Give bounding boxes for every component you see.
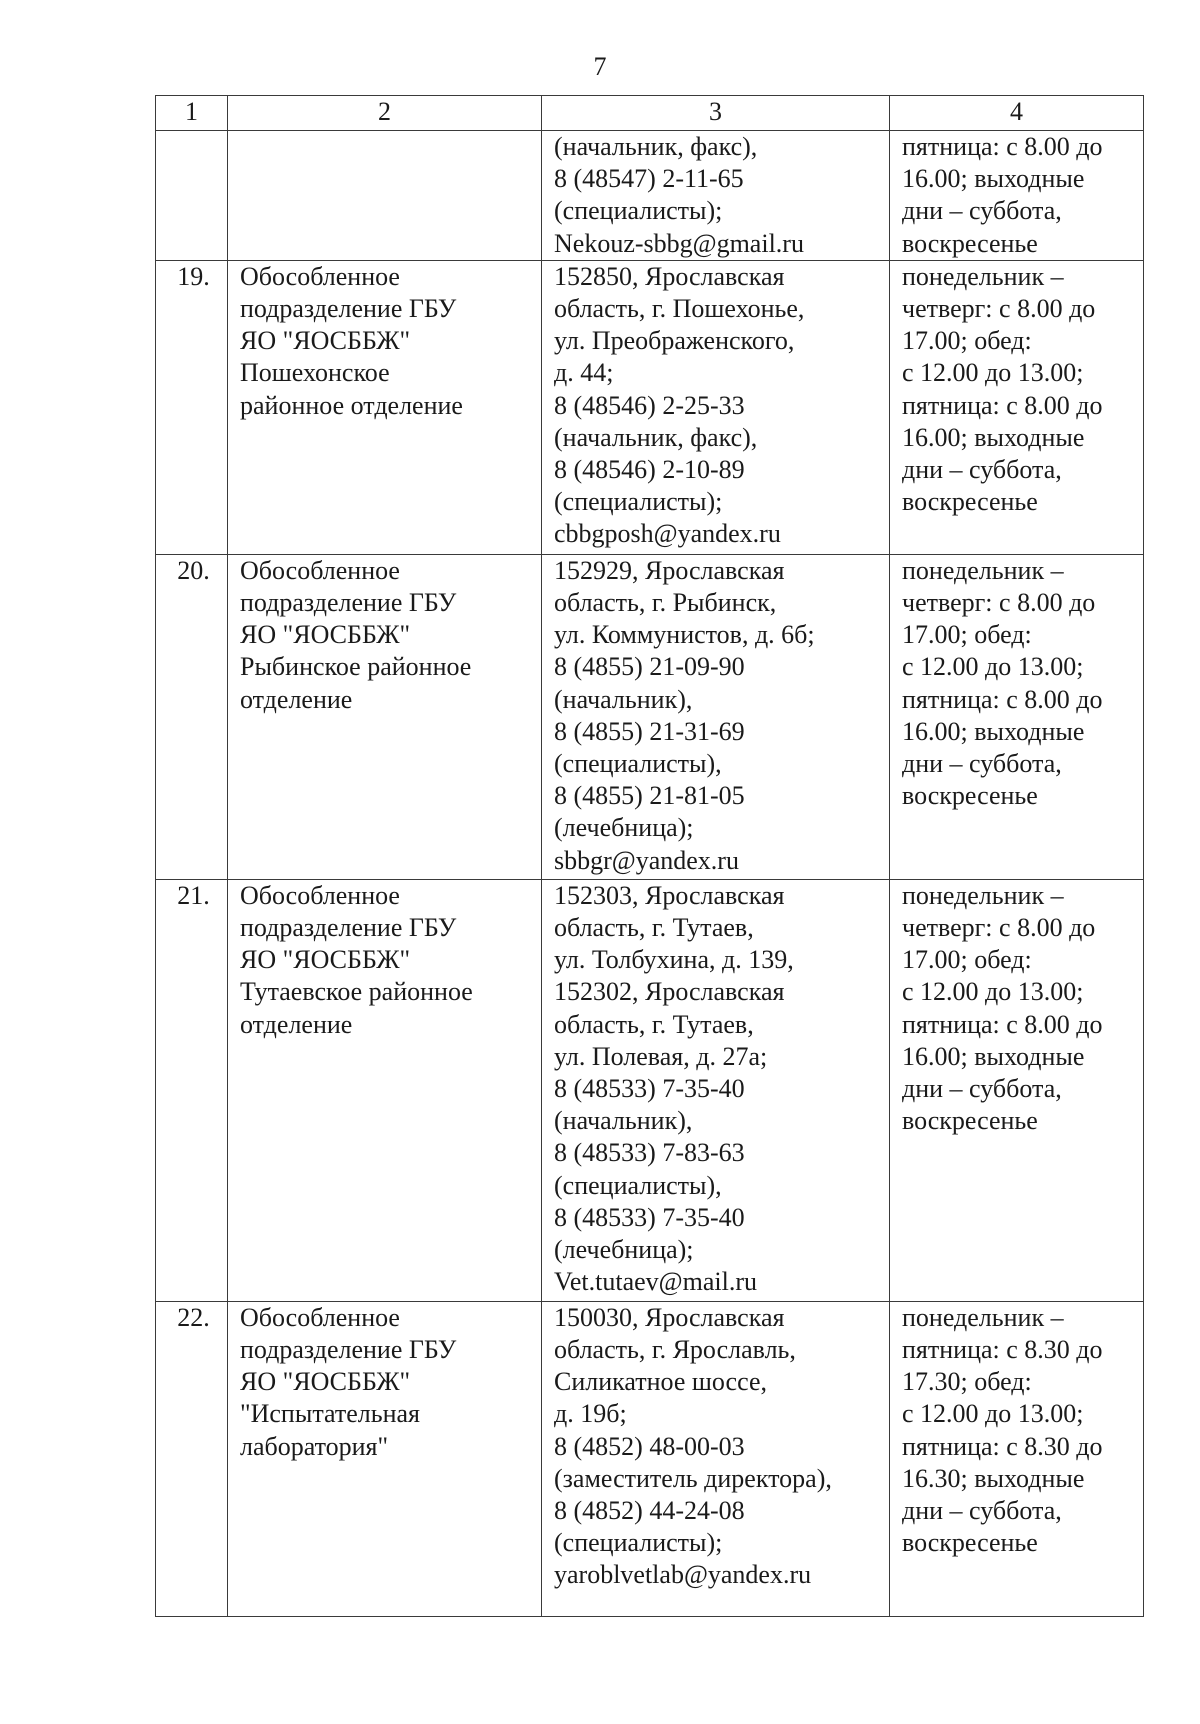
address-contacts-line: область, г. Рыбинск, [554, 588, 777, 618]
work-schedule-line: 17.00; обед: [902, 620, 1032, 650]
organization-name-cell [228, 260, 542, 554]
organization-name-line: "Испытательная [240, 1399, 421, 1429]
address-contacts-line: 8 (48546) 2-10-89 [554, 455, 745, 485]
work-schedule-line: 17.00; обед: [902, 945, 1032, 975]
address-contacts-line: 8 (48533) 7-83-63 [554, 1138, 745, 1168]
organization-name-cell [228, 131, 542, 261]
address-contacts-line: (заместитель директора), [554, 1463, 832, 1493]
address-contacts-line: (начальник), [554, 1106, 693, 1136]
row-number: 22. [156, 1301, 228, 1616]
address-contacts-line: 152850, Ярославская [554, 261, 785, 291]
address-contacts-line: д. 19б; [554, 1399, 627, 1429]
work-schedule-line: понедельник – [902, 555, 1064, 585]
address-contacts-cell [542, 1301, 890, 1616]
organization-name-line: подразделение ГБУ [240, 1335, 457, 1365]
address-contacts-line: (начальник, факс), [554, 422, 758, 452]
organization-name-line: подразделение ГБУ [240, 913, 457, 943]
address-contacts-line: (начальник, факс), [554, 132, 758, 161]
table-row [156, 879, 1144, 1301]
work-schedule-line: пятница: с 8.00 до [902, 390, 1103, 420]
organization-name-line: Обособленное [240, 555, 400, 585]
organization-name-line: Обособленное [240, 1302, 400, 1332]
address-contacts-line: (специалисты); [554, 1528, 723, 1558]
table-row [156, 554, 1144, 879]
address-contacts-line: 8 (48533) 7-35-40 [554, 1074, 745, 1104]
work-schedule-line: 17.00; обед: [902, 326, 1032, 356]
organization-name-line: лаборатория" [240, 1431, 389, 1461]
address-contacts-line: область, г. Ярославль, [554, 1335, 796, 1365]
address-contacts-line: sbbgr@yandex.ru [554, 845, 739, 875]
work-schedule-line: четверг: с 8.00 до [902, 588, 1096, 618]
table-body [156, 131, 1144, 1617]
work-schedule-line: 16.00; выходные [902, 716, 1085, 746]
address-contacts-cell [542, 879, 890, 1301]
work-schedule-line: с 12.00 до 13.00; [902, 652, 1084, 682]
address-contacts-line: ул. Полевая, д. 27а; [554, 1041, 768, 1071]
address-contacts-line: д. 44; [554, 358, 614, 388]
address-contacts-line: yaroblvetlab@yandex.ru [554, 1560, 812, 1590]
address-contacts-line: Силикатное шоссе, [554, 1367, 767, 1397]
organization-name-cell [228, 879, 542, 1301]
work-schedule-cell [890, 554, 1144, 879]
address-contacts-line: 152303, Ярославская [554, 880, 785, 910]
work-schedule-line: 16.00; выходные [902, 422, 1085, 452]
work-schedule-line: воскресенье [902, 1528, 1038, 1558]
work-schedule-line: с 12.00 до 13.00; [902, 1399, 1084, 1429]
address-contacts-line: 8 (4855) 21-31-69 [554, 716, 745, 746]
address-contacts-line: Nekouz-sbbg@gmail.ru [554, 228, 804, 258]
address-contacts-line: 8 (4852) 48-00-03 [554, 1431, 745, 1461]
address-contacts-line: cbbgposh@yandex.ru [554, 519, 781, 549]
work-schedule-line: дни – суббота, [902, 1496, 1062, 1526]
organization-name-line: ЯО "ЯОСББЖ" [240, 945, 411, 975]
address-contacts-cell [542, 131, 890, 261]
address-contacts-line: 8 (4855) 21-81-05 [554, 781, 745, 811]
work-schedule-line: воскресенье [902, 1106, 1038, 1136]
work-schedule-line: дни – суббота, [902, 455, 1062, 485]
organization-name-line: отделение [240, 684, 353, 714]
work-schedule-line: дни – суббота, [902, 749, 1062, 779]
work-schedule-line: 16.00; выходные [902, 164, 1085, 194]
organization-name-line: Тутаевское районное [240, 977, 473, 1007]
address-contacts-line: ул. Толбухина, д. 139, [554, 945, 794, 975]
work-schedule-line: с 12.00 до 13.00; [902, 977, 1084, 1007]
organization-name-line: ЯО "ЯОСББЖ" [240, 620, 411, 650]
work-schedule-line: четверг: с 8.00 до [902, 913, 1096, 943]
address-contacts-cell [542, 554, 890, 879]
organization-name-line: Обособленное [240, 880, 400, 910]
address-contacts-cell [542, 260, 890, 554]
address-contacts-line: (специалисты); [554, 487, 723, 517]
work-schedule-line: понедельник – [902, 1302, 1064, 1332]
work-schedule-line: пятница: с 8.00 до [902, 684, 1103, 714]
organization-name-line: Пошехонское [240, 358, 390, 388]
work-schedule-line: понедельник – [902, 261, 1064, 291]
address-contacts-line: 8 (48546) 2-25-33 [554, 390, 745, 420]
address-contacts-line: (специалисты); [554, 196, 723, 226]
address-contacts-line: (начальник), [554, 684, 693, 714]
address-contacts-line: 8 (4855) 21-09-90 [554, 652, 745, 682]
organization-name-line: подразделение ГБУ [240, 294, 457, 324]
address-contacts-line: 8 (48547) 2-11-65 [554, 164, 744, 194]
table-row [156, 1301, 1144, 1616]
work-schedule-line: 16.30; выходные [902, 1463, 1085, 1493]
work-schedule-cell [890, 879, 1144, 1301]
work-schedule-line: дни – суббота, [902, 1074, 1062, 1104]
organization-name-line: отделение [240, 1009, 353, 1039]
address-contacts-line: область, г. Тутаев, [554, 913, 754, 943]
address-contacts-line: (специалисты), [554, 749, 722, 779]
work-schedule-line: пятница: с 8.30 до [902, 1431, 1103, 1461]
address-contacts-line: 8 (4852) 44-24-08 [554, 1496, 745, 1526]
organization-name-cell [228, 1301, 542, 1616]
column-header: 3 [542, 96, 890, 131]
work-schedule-line: воскресенье [902, 487, 1038, 517]
work-schedule-line: с 12.00 до 13.00; [902, 358, 1084, 388]
address-contacts-line: 150030, Ярославская [554, 1302, 785, 1332]
table-header-row [156, 96, 1144, 131]
work-schedule-line: воскресенье [902, 781, 1038, 811]
address-contacts-line: ул. Коммунистов, д. 6б; [554, 620, 815, 650]
organization-name-line: подразделение ГБУ [240, 588, 457, 618]
address-contacts-line: Vet.tutaev@mail.ru [554, 1267, 757, 1297]
table-row [156, 131, 1144, 261]
work-schedule-line: 16.00; выходные [902, 1041, 1085, 1071]
column-header: 1 [156, 96, 228, 131]
row-number: 21. [156, 879, 228, 1301]
address-contacts-line: (лечебница); [554, 1235, 694, 1265]
work-schedule-cell [890, 131, 1144, 261]
organization-name-line: Обособленное [240, 261, 400, 291]
column-header: 4 [890, 96, 1144, 131]
work-schedule-line: дни – суббота, [902, 196, 1062, 226]
page-number: 7 [593, 52, 607, 81]
row-number: 19. [156, 260, 228, 554]
table-row [156, 260, 1144, 554]
column-header: 2 [228, 96, 542, 131]
work-schedule-line: четверг: с 8.00 до [902, 294, 1096, 324]
work-schedule-line: воскресенье [902, 228, 1038, 258]
work-schedule-line: понедельник – [902, 880, 1064, 910]
work-schedule-cell [890, 260, 1144, 554]
row-number [156, 131, 228, 261]
address-contacts-line: 152302, Ярославская [554, 977, 785, 1007]
work-schedule-line: пятница: с 8.30 до [902, 1335, 1103, 1365]
address-contacts-line: 152929, Ярославская [554, 555, 785, 585]
contacts-table [155, 95, 1144, 1617]
organization-name-line: ЯО "ЯОСББЖ" [240, 1367, 411, 1397]
organization-name-line: ЯО "ЯОСББЖ" [240, 326, 411, 356]
address-contacts-line: (лечебница); [554, 813, 694, 843]
work-schedule-line: 17.30; обед: [902, 1367, 1032, 1397]
row-number: 20. [156, 554, 228, 879]
organization-name-line: районное отделение [240, 390, 463, 420]
work-schedule-line: пятница: с 8.00 до [902, 132, 1103, 161]
address-contacts-line: ул. Преображенского, [554, 326, 795, 356]
work-schedule-line: пятница: с 8.00 до [902, 1009, 1103, 1039]
address-contacts-line: (специалисты), [554, 1170, 722, 1200]
address-contacts-line: область, г. Тутаев, [554, 1009, 754, 1039]
address-contacts-line: область, г. Пошехонье, [554, 294, 805, 324]
organization-name-cell [228, 554, 542, 879]
work-schedule-cell [890, 1301, 1144, 1616]
address-contacts-line: 8 (48533) 7-35-40 [554, 1202, 745, 1232]
organization-name-line: Рыбинское районное [240, 652, 472, 682]
